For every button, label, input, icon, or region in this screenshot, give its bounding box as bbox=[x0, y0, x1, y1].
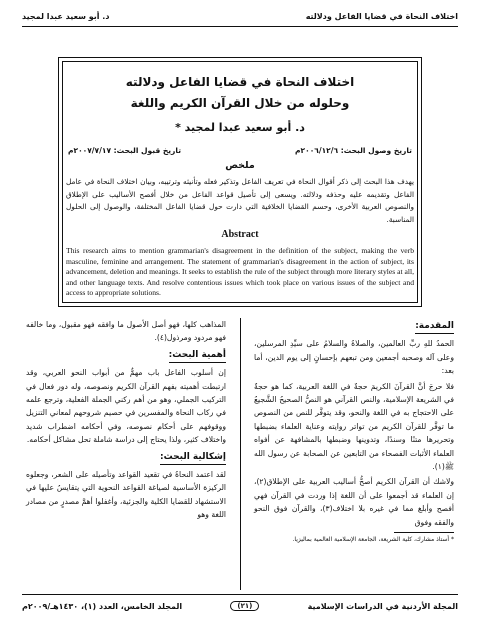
footer-journal-name: المجلة الأردنية في الدراسات الإسلامية bbox=[307, 601, 458, 611]
header-left-author: د. أبو سعيد عبدا لمجيد bbox=[22, 11, 110, 21]
running-header bbox=[22, 8, 458, 24]
accepted-date: تاريخ قبول البحث: ٢٠٠٧/٧/١٧م bbox=[68, 146, 182, 155]
article-author: د. أبو سعيد عبدا لمجيد * bbox=[175, 121, 305, 134]
intro-paragraph-2: فلا حرجَ أنَّ القرآنَ الكريمَ حجةٌ في اللغة العربية، كما هو حجةٌ في الشريعة الإسلامية، والنص القرآني هو النصُّ الصحيحُ الشَّجيعُ على الاحتجاج به في اللغة والنحو، وقد يتوفَّر للنص من النصوص ما توفَّر للقرآن الكريم من تواتر روايته وعناية العلماء بضبطها وتحريرها متنًا وسندًا، وتدوينها وضبطها بالمشافهة عن أفواه العلماء الأثبات الفصحاء من التابعين عن الصحابة عن رسول الله ﷺ(١). bbox=[254, 381, 454, 472]
left-column bbox=[26, 318, 226, 524]
importance-paragraph: إن أسلوب الفاعل باب مهمٌّ من أبواب النحو العربي، وقد ارتبطت أهميته بفهم القرآن الكريم ونصوصه، وله دور فعال في التركيب الجملي، وهو من أهم ركني الجملة الفعلية، وترجع علمه في ركاب النحاة والمفسرين في حصيم شروحهم لمعاني التنزيل ووقوفهم على أحكام نصوصه، وفي أحكامه اضطراب شديد واختلاف كثير، ولذا يحتاج إلى دراسة شاملة تحل مشاكل أحكامه. bbox=[26, 368, 226, 445]
footer-volume-issue: المجلد الخامس، العدد (١)، ١٤٣٠هـ/٢٠٠٩م bbox=[22, 601, 183, 611]
header-right-title: اختلاف النحاة في قضايا الفاعل ودلالته bbox=[305, 11, 458, 21]
footer-rule bbox=[22, 594, 458, 595]
left-paragraph-0: المذاهب كلها، فهو أصل الأصول ما وافقه فهو مقبول، وما خالفه فهو مردود ومرذول(٤). bbox=[26, 320, 226, 343]
column-divider bbox=[240, 318, 241, 590]
intro-paragraph-3: ولاشك أن القرآن الكريم أصحُّ أساليب العربية على الإطلاق(٢)، إن العلماء قد أجمعوا على أن اللغة إذا وردت في القرآن فهي أفصح وأبلغ مما في غيره بلا اختلاف(٣)، والقرآن فوق النحو والفقه وفوق bbox=[254, 477, 454, 527]
header-rule bbox=[22, 26, 458, 27]
problem-heading: إشكالية البحث: bbox=[160, 451, 226, 465]
article-dates bbox=[68, 146, 412, 155]
introduction-heading: المقدمة: bbox=[415, 320, 454, 334]
intro-paragraph-1: الحمدُ للهِ ربِّ العالمين، والصلاةُ والسلامُ على سيِّدِ المرسلين، وعلى آله وصحبه أجمعين ومن تبعهم بإحسانٍ إلى يوم الدين، أما بعد: bbox=[254, 339, 454, 376]
running-footer bbox=[22, 598, 458, 614]
article-title-line2: وحلوله من خلال القرآن الكريم واللغة bbox=[130, 96, 350, 110]
english-abstract-text: This research aims to mention grammarian's disagreement in the definition of the subject, making the verb masculine, feminine and arrangement. The statement of grammarian's disagreement in the action of subject, its advancement, deletion and meanings. It seeks to establish the rule of the subject through more literary styles at all, and other language texts. And resolve contentious issues which took place on various issues of the subject and access to appropriate solutions. bbox=[66, 246, 414, 297]
arabic-abstract-heading: ملخص bbox=[225, 160, 255, 171]
received-date: تاريخ وصول البحث: ٢٠٠٦/١٢/٦م bbox=[295, 146, 412, 155]
article-title-line1: اختلاف النحاة في قضايا الفاعل ودلالته bbox=[125, 75, 355, 89]
page-number: (٢١) bbox=[230, 601, 259, 611]
english-abstract-heading: Abstract bbox=[221, 229, 259, 240]
arabic-abstract-text: يهدف هذا البحث إلى ذكر أقوال النحاة في تعريف الفاعل وتذكير فعله وتأنيثه وترتيبه، وبيان اختلاف النحاة في عامل الفاعل وتقديمه عليه وحذفه ودلالته. ويسعى إلى تأصيل قواعد الفاعل من خلال أفصح الأساليب على الإطلاق والنصوص العربية الأخرى، وحسم القضايا الخلافية التي دارت حول قضايا الفاعل المختلفة، والوصول إلى الحلول المناسبة. bbox=[66, 177, 414, 224]
problem-paragraph: لقد اعتمد النحاةُ في تقعيد القواعد وتأصيله على الشعر، وجعلوه الركيزة الأساسية لصياغة القواعد النحوية التي يتقايسُ عليها في الاستشهاد للقضايا الكلية والجزئية، وأغفلوا أهمَّ مصدرٍ من مصادر اللغة وهو bbox=[26, 470, 226, 520]
right-column bbox=[254, 318, 454, 544]
footnote-rule bbox=[394, 532, 454, 533]
importance-heading: أهمية البحث: bbox=[169, 349, 226, 363]
author-footnote: * أستاذ مشارك، كلية الشريعة، الجامعة الإسلامية العالمية بماليزيا. bbox=[292, 536, 454, 544]
